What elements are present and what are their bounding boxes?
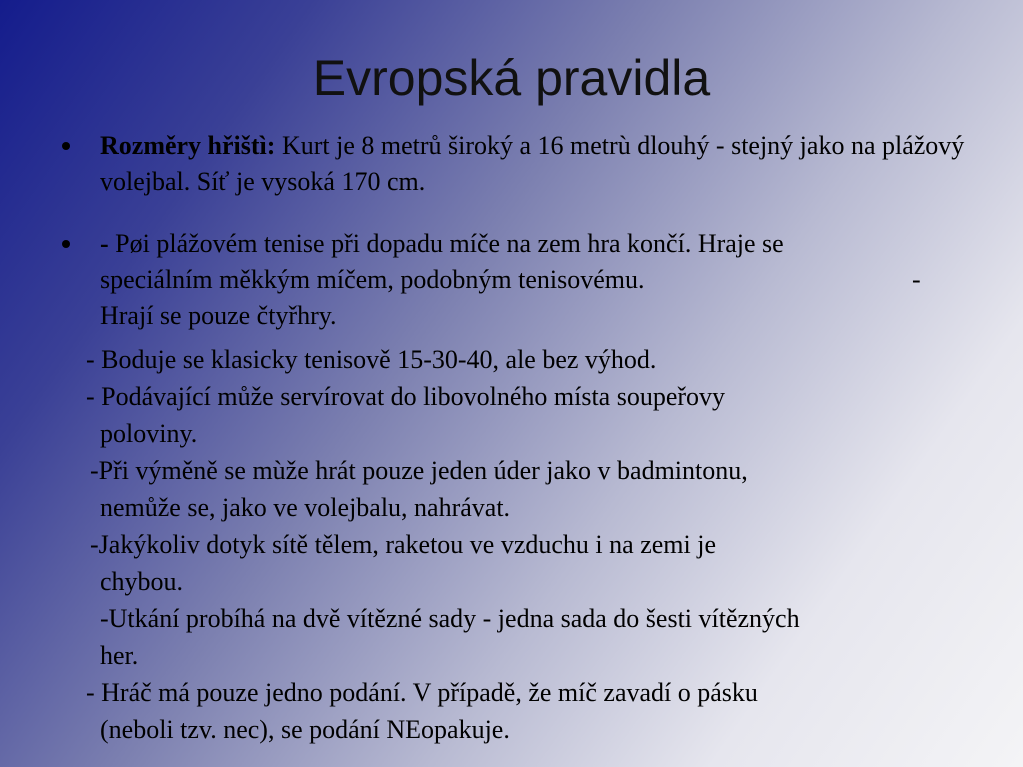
rule-line: -Utkání probíhá na dvě vítězné sady - jedna sada do šesti vítězných (100, 604, 800, 633)
bullet-heading: Rozměry hřištì: (100, 131, 276, 160)
rule-line: nemůže se, jako ve volejbalu, nahrávat. (100, 493, 511, 522)
rule-line: chybou. (100, 567, 184, 596)
bullet-body: Kurt je 8 metrů široký a 16 metrù dlouhý - stejný jako na plážový volejbal. Síť je vysoká 170 cm. (100, 131, 965, 196)
bullet-court-dimensions (62, 128, 965, 200)
rule-line: (neboli tzv. nec), se podání NEopakuje. (100, 715, 510, 744)
rule-line: her. (100, 641, 139, 670)
bullet-line: speciálním měkkým míčem, podobným tenisovému. (100, 265, 645, 294)
rule-line: -Při výměně se mùže hrát pouze jeden úder jako v badmintonu, (90, 456, 748, 485)
rule-line: - Boduje se klasicky tenisově 15-30-40, ale bez výhod. (86, 345, 657, 374)
bullet-line: - Pøi plážovém tenise při dopadu míče na zem hra končí. Hraje se (100, 229, 784, 258)
bullet-dot (62, 240, 70, 248)
bullet-play-rules (62, 226, 962, 334)
bullet-line-dash: - (912, 265, 921, 294)
bullet-dash: - (100, 229, 109, 258)
bullet-line: Hrají se pouze čtyřhry. (100, 301, 337, 330)
bullet-dot (62, 142, 70, 150)
slide-title: Evropská pravidla (312, 50, 711, 106)
rule-line: - Hráč má pouze jedno podání. V případě, že míč zavadí o pásku (86, 678, 758, 707)
rule-line: - Podávající může servírovat do libovolného místa soupeřovy (86, 382, 726, 411)
rule-line: poloviny. (100, 419, 198, 448)
bullet-text (100, 128, 970, 200)
rule-line: -Jakýkoliv dotyk sítě tělem, raketou ve vzduchu i na zemi je (90, 530, 716, 559)
